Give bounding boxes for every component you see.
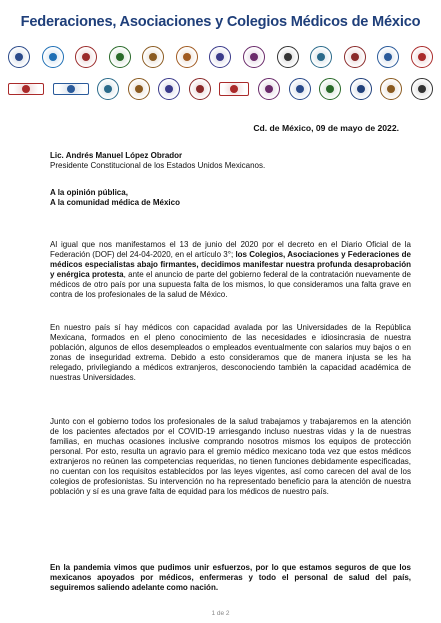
paragraph-3: Junto con el gobierno todos los profesionales de la salud trabajamos y trabajaremos en la atención de los pacientes afectados por el COVID-19 arriesgando incluso nuestras vidas y la de nuestras familias, en muchas ocasiones inclusive comprando nosotros mismos los equipos de protección personal. Por esto, resulta un agravio para el gremio médico mexicano toda vez que estos médicos extranjeros no reúnen las competencias requeridas, no tienen funciones debidamente especificadas, no cuentan con los requisitos establecidos por las leyes vigentes, así como carecen del aval de los colegios de profesionistas. Su intervención no ha representado beneficio para la atención de nuestra población y sí es una grave falta de equidad para los médicos de nuestro país.: [50, 417, 411, 496]
logo-mark: [183, 53, 191, 61]
recipient-name: Lic. Andrés Manuel López Obrador: [50, 151, 183, 160]
logos-row-2: [8, 74, 433, 103]
flag-logo: [411, 46, 433, 68]
audience-line-2: A la comunidad médica de México: [50, 198, 180, 207]
recipient-block: [50, 151, 411, 171]
paragraph-4: En la pandemia vimos que pudimos unir esfuerzos, por lo que estamos seguros de que los mexicanos apoyados por médicos, enfermeras y todo el personal de salud del país, seguiremos saliendo adelante como nación.: [50, 563, 411, 592]
logo-mark: [387, 85, 395, 93]
banner-logo: [8, 83, 44, 95]
triangle-logo: [97, 78, 119, 100]
crest-logo: [258, 78, 280, 100]
logo-mark: [384, 53, 392, 61]
logo-mark: [116, 53, 124, 61]
logo-mark: [15, 53, 23, 61]
paragraph-1-part-c: , ante el anuncio de parte del gobierno federal de la contratación nuevamente de médicos de otro país por una supuesta falta de los mismos, lo que consideramos una falta grave en contra de los profesionales de la salud de México.: [50, 270, 411, 299]
audience-line-1: A la opinión pública,: [50, 188, 128, 197]
logo-mark: [135, 85, 143, 93]
logo-mark: [216, 53, 224, 61]
logo-mark: [296, 85, 304, 93]
logo-mark: [351, 53, 359, 61]
logos-strip: [8, 42, 433, 106]
logo-mark: [418, 53, 426, 61]
logo-mark: [149, 53, 157, 61]
crest-logo: [344, 46, 366, 68]
emblem-logo: [277, 46, 299, 68]
paragraph-1-part-a: Al igual que nos manifestamos el 13 de junio del 2020 por el decreto en el Diario Oficial de la Federación (DOF) del 24-04-2020, en el artículo 3°;: [50, 240, 411, 259]
logo-mark: [104, 85, 112, 93]
logo-mark: [82, 53, 90, 61]
paragraph-1-bold: los Colegios, Asociaciones y Federaciones de médicos especialistas abajo firmantes, decidimos manifestar nuestra profunda desaprobación y enérgica protesta: [50, 250, 411, 279]
paragraph-1: [50, 240, 411, 300]
logo-mark: [265, 85, 273, 93]
logo-mark: [418, 85, 426, 93]
logo-mark: [230, 85, 238, 93]
logo-mark: [165, 85, 173, 93]
globe-logo: [319, 78, 341, 100]
letterhead-title: Federaciones, Asociaciones y Colegios Médicos de México: [20, 14, 421, 30]
logo-mark: [326, 85, 334, 93]
wreath-logo: [142, 46, 164, 68]
logo-mark: [67, 85, 75, 93]
ring-logo: [310, 46, 332, 68]
cross-logo: [42, 46, 64, 68]
logos-row-1: [8, 42, 433, 71]
medical-logo: [75, 46, 97, 68]
audience-block: [50, 188, 411, 208]
circle-logo: [380, 78, 402, 100]
banner-logo: [219, 82, 249, 96]
logo-mark: [357, 85, 365, 93]
globe-logo: [377, 46, 399, 68]
seal-logo: [158, 78, 180, 100]
seal-logo: [176, 46, 198, 68]
star-logo: [109, 46, 131, 68]
logo-mark: [49, 53, 57, 61]
circle-logo: [209, 46, 231, 68]
ring-logo: [128, 78, 150, 100]
shield-logo: [8, 46, 30, 68]
star-logo: [289, 78, 311, 100]
logo-mark: [250, 53, 258, 61]
banner-logo: [53, 83, 89, 95]
page-number: 1 de 2: [211, 610, 230, 617]
recipient-title: Presidente Constitucional de los Estados Unidos Mexicanos.: [50, 161, 266, 170]
logo-mark: [284, 53, 292, 61]
wreath-logo: [189, 78, 211, 100]
badge-logo: [350, 78, 372, 100]
badge-logo: [243, 46, 265, 68]
emblem-logo: [411, 78, 433, 100]
letter-date: Cd. de México, 09 de mayo de 2022.: [253, 123, 399, 133]
logo-mark: [196, 85, 204, 93]
logo-mark: [22, 85, 30, 93]
paragraph-2: En nuestro país sí hay médicos con capacidad avalada por las Universidades de la República Mexicana, formados en el pleno conocimiento de las necesidades e idiosincrasia de nuestra población, algunos de ellos desempleados o empleados eventualmente con salarios muy bajos o en zonas de inseguridad extrema. Debido a esto consideramos que de manera injusta se les ha relegado, privilegiando a médicos extranjeros, desconociendo también la capacidad académica de nuestras Universidades.: [50, 323, 411, 382]
logo-mark: [317, 53, 325, 61]
